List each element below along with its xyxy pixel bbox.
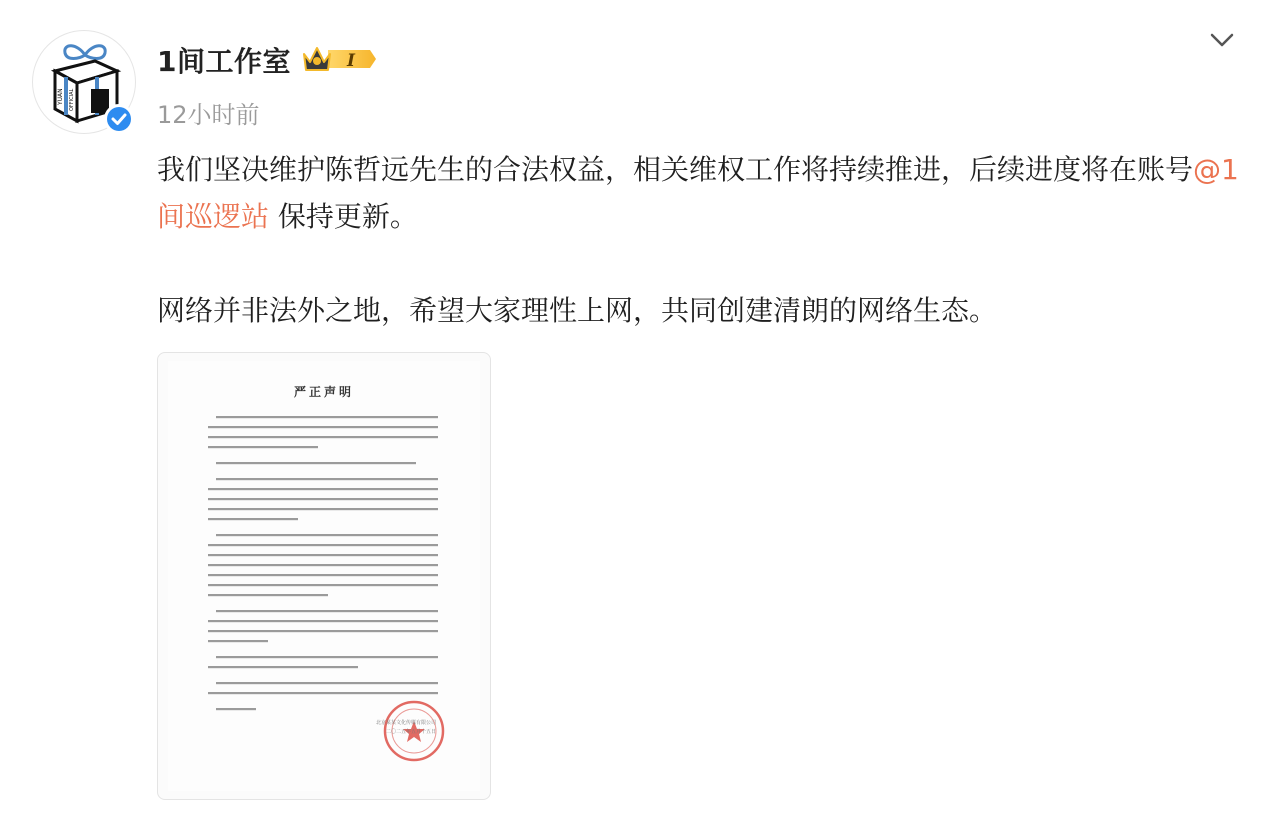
document-signature [376, 719, 436, 737]
document-signatory: 北京某某文化传媒有限公司 [375, 720, 436, 726]
document-title: 严正声明 [293, 385, 354, 399]
author-name[interactable]: 1间工作室 [157, 45, 291, 78]
attached-image[interactable] [157, 352, 491, 800]
crown-level-icon[interactable] [300, 42, 378, 76]
paragraph-1-tail: 保持更新。 [269, 200, 418, 233]
svg-text:I: I [347, 51, 355, 71]
svg-text:OFFICIAL: OFFICIAL [69, 88, 75, 111]
verified-badge-icon [104, 104, 134, 134]
chevron-down-icon[interactable] [1208, 28, 1236, 52]
mention-link[interactable]: @1间巡逻站 [157, 153, 1239, 233]
document-date: 二〇二五年五月十五日 [385, 729, 436, 735]
post-paragraph-2: 网络并非法外之地，希望大家理性上网，共同创建清朗的网络生态。 [157, 294, 998, 327]
post-content [157, 146, 1247, 334]
post-paragraph-1 [157, 146, 1247, 240]
svg-text:YUAN: YUAN [57, 88, 64, 105]
post-timestamp: 12小时前 [157, 101, 260, 129]
statement-document [168, 361, 480, 791]
paragraph-1-text: 我们坚决维护陈哲远先生的合法权益，相关维权工作将持续推进，后续进度将在账号 [157, 153, 1194, 186]
